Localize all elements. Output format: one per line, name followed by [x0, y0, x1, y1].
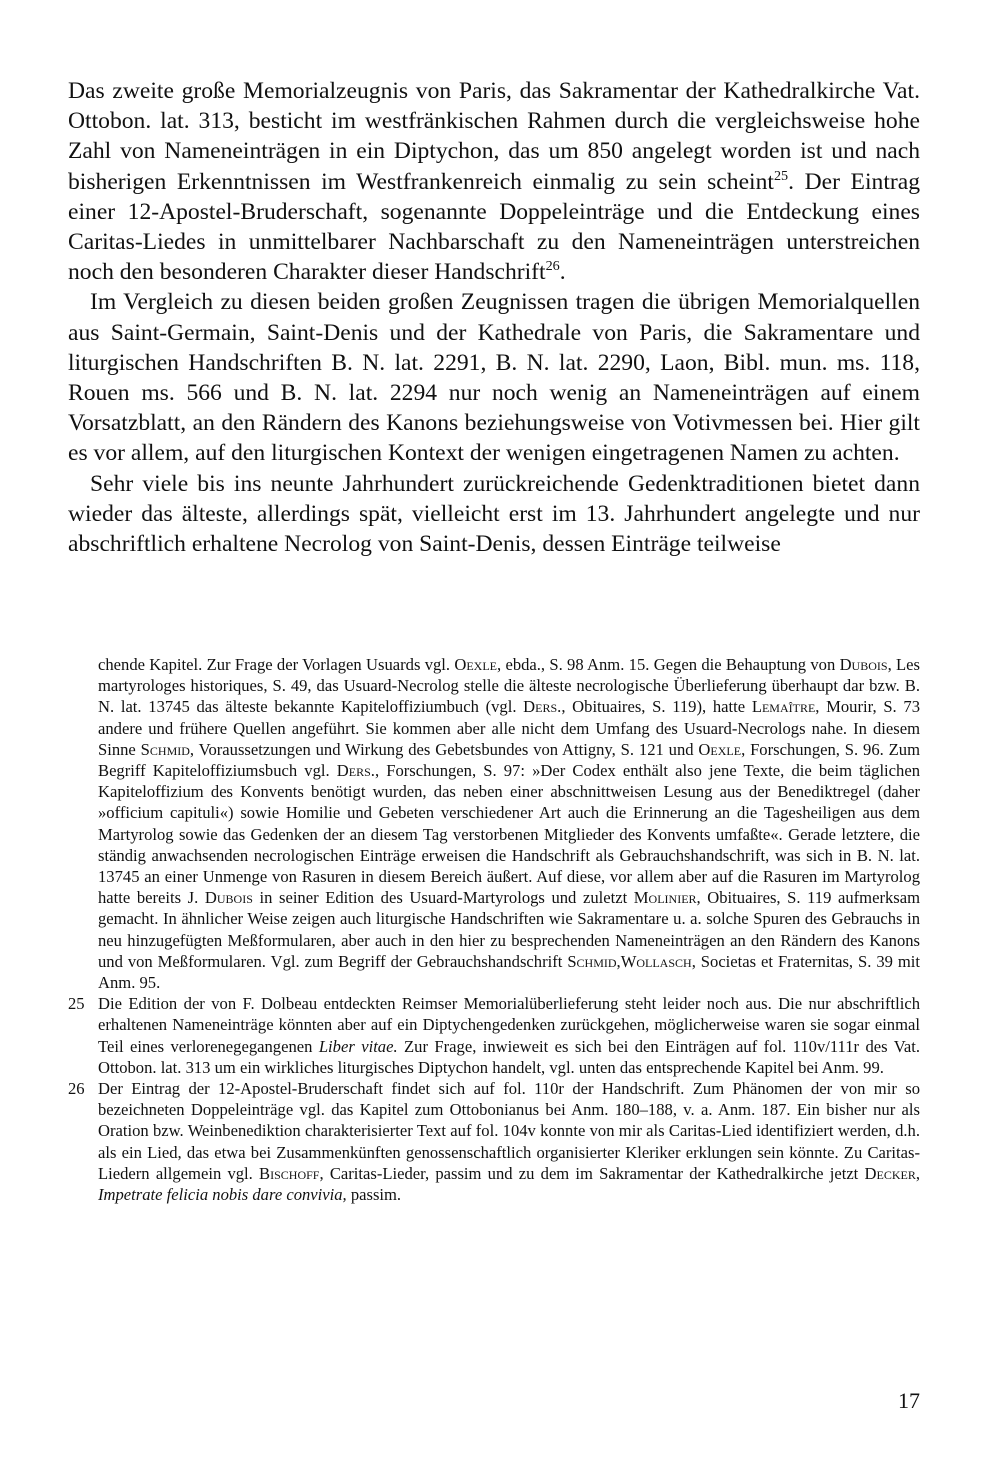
footnotes	[68, 654, 920, 1205]
footnote-continuation: chende Kapitel. Zur Frage der Vorlagen Usuards vgl. Oexle, ebda., S. 98 Anm. 15. Gegen die Behauptung von Dubois, Les martyrologes historiques, S. 49, das Usuard-Necrolog stelle die älteste necrologische Überlieferung überhaupt dar bzw. B. N. lat. 13745 das älteste bekannte Kapiteloffiziumbuch (vgl. Ders., Obituaires, S. 119), hatte Lemaître, Mourir, S. 73 andere und frühere Quellen angeführt. Sie kommen aber alle nicht dem Umfang des Usuard-Necrologs nahe. In diesem Sinne Schmid, Voraussetzungen und Wirkung des Gebetsbundes von Attigny, S. 121 und Oexle, Forschungen, S. 96. Zum Begriff Kapiteloffiziumsbuch vgl. Ders., Forschungen, S. 97: »Der Codex enthält also jene Texte, die beim täglichen Kapiteloffizium des Konvents benötigt wurden, das neben einer abschnittweisen Lesung aus der Benediktregel (daher »officium capituli«) sowie Homilie und Gebeten verschiedener Art auch die Erinnerung an die Tagesheiligen aus dem Martyrolog sowie das Gedenken der an diesem Tag verstorbenen Mitglieder des Konvents umfaßte«. Gerade letztere, die ständig anwachsenden necrologischen Einträge erweisen die Handschrift als Gebrauchshandschrift, was sich in B. N. lat. 13745 an einer Unmenge von Rasuren in diesem Bereich äußert. Auf diese, vor allem aber auf die Rasuren im Martyrolog hatte bereits J. Dubois in seiner Edition des Usuard-Martyrologs und zuletzt Molinier, Obituaires, S. 119 aufmerksam gemacht. In ähnlicher Weise zeigen auch liturgische Handschriften wie Sakramentare u. a. solche Spuren des Gebrauchs in neu hinzugefügten Meßformularen, aber auch in den hier zu besprechenden Nameneinträgen an den Rändern des Kanons und von Meßformularen. Vgl. zum Begriff der Gebrauchshandschrift Schmid,Wollasch, Societas et Fraternitas, S. 39 mit Anm. 95.	[98, 655, 921, 993]
paragraph-3: Sehr viele bis ins neunte Jahrhundert zurückreichende Gedenktraditionen bietet dann wieder das älteste, allerdings spät, vielleicht erst im 13. Jahrhundert angelegte und nur abschriftlich erhaltene Necrolog von Saint-Denis, dessen Einträge teilweise	[68, 470, 920, 558]
page-number: 17	[898, 1388, 920, 1413]
footnote-26: 26 Der Eintrag der 12-Apostel-Bruderschaft findet sich auf fol. 110r der Handschrift. Zum Phänomen der von mir so bezeichneten Doppeleinträge vgl. das Kapitel zum Ottobonianus bei Anm. 180–188, v. a. Anm. 187. Ein bisher nur als Oration bzw. Weinbenediktion charakterisierter Text auf fol. 104v konnte von mir als Caritas-Lied identifiziert werden, d.h. als ein Lied, das etwa bei Zusammenkünften genossenschaftlich organisierter Kleriker erklungen sein könnte. Zu Caritas-Liedern allgemein vgl. Bischoff, Caritas-Lieder, passim und zu dem im Sakramentar der Kathedralkirche jetzt Decker, Impetrate felicia nobis dare convivia, passim.	[68, 1079, 920, 1205]
footnote-number: 25	[68, 994, 85, 1014]
paragraph-1-text-end: .	[559, 259, 566, 286]
footnote-ref-26: 26	[545, 258, 560, 275]
footnote-number: 26	[68, 1079, 85, 1099]
paragraph-1	[68, 76, 920, 287]
paragraph-1-text: Das zweite große Memorialzeugnis von Paris, das Sakramentar der Kathedralkirche Vat. Ottobon. lat. 313, besticht im westfränkischen Rahmen durch die vergleichsweise hohe Zahl von Nameneinträgen in ein Diptychon, das um 850 angelegt worden ist und nach bisherigen Erkenntnissen im Westfrankenreich einmalig zu sein scheint	[68, 78, 920, 195]
paragraph-1-text-cont: . Der Eintrag einer 12-Apostel-Bruderschaft, sogenannte Doppeleinträge und die Entdeckung eines Caritas-Liedes in unmittelbarer Nachbarschaft zu den Nameneinträgen unterstreichen noch den besonderen Charakter dieser Handschrift	[68, 168, 921, 286]
paragraph-2: Im Vergleich zu diesen beiden großen Zeugnissen tragen die übrigen Memorialquellen aus Saint-Germain, Saint-Denis und der Kathedrale von Paris, die Sakramentare und liturgischen Handschriften B. N. lat. 2291, B. N. lat. 2290, Laon, Bibl. mun. ms. 118, Rouen ms. 566 und B. N. lat. 2294 nur noch wenig an Nameneinträgen auf einem Vorsatzblatt, an den Rändern des Kanons beziehungsweise von Votivmessen bei. Hier gilt es vor allem, auf den liturgischen Kontext der wenigen eingetragenen Namen zu achten.	[68, 289, 920, 467]
main-text	[68, 76, 920, 559]
footnote-25: 25 Die Edition der von F. Dolbeau entdeckten Reimser Memorialüberlieferung steht leider noch aus. Die nur abschriftlich erhaltenen Nameneinträge könnten aber auf ein Diptychengedenken zurückgehen, möglicherweise waren sie sogar einmal Teil eines verlorenegegangenen Liber vitae. Zur Frage, inwieweit es sich bei den Einträgen auf fol. 110v/111r des Vat. Ottobon. lat. 313 um ein wirkliches liturgisches Diptychon handelt, vgl. unten das entsprechende Kapitel bei Anm. 99.	[68, 994, 920, 1077]
footnote-ref-25: 25	[773, 167, 789, 184]
